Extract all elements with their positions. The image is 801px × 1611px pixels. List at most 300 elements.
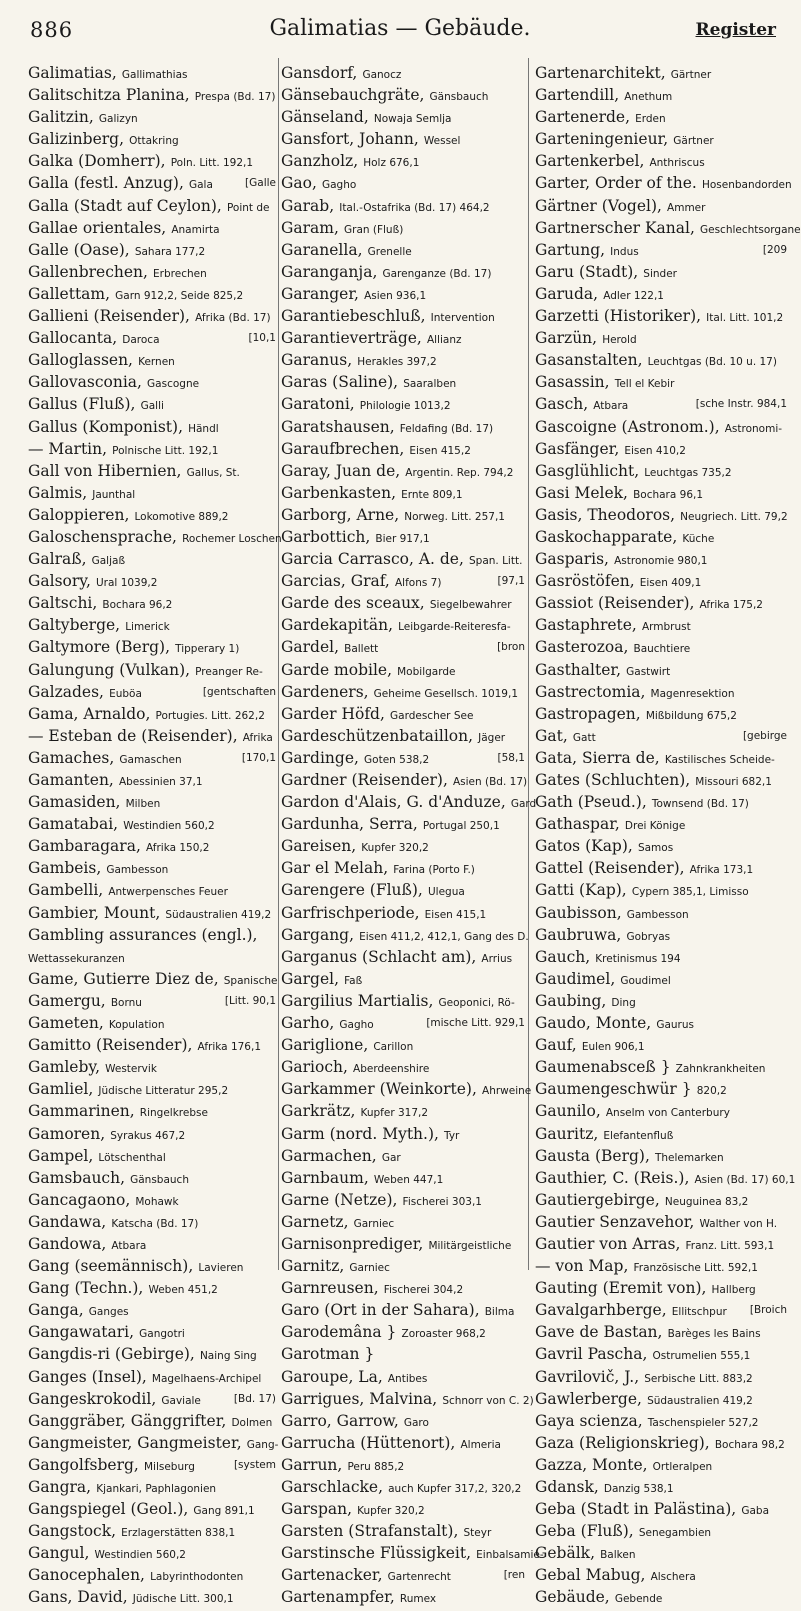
entry-headword: Gdansk, xyxy=(535,1478,599,1496)
index-entry xyxy=(535,349,787,371)
index-entry xyxy=(535,1498,787,1520)
entry-headword: Gauthier, C. (Reis.), xyxy=(535,1168,690,1187)
entry-reference: Westervik xyxy=(105,1063,157,1076)
index-entry xyxy=(535,614,787,636)
entry-reference: Lavieren xyxy=(198,1262,244,1275)
index-entry xyxy=(281,659,525,681)
entry-reference: Asien 936,1 xyxy=(364,289,427,302)
entry-reference: Afrika 175,2 xyxy=(699,599,763,612)
index-entry xyxy=(28,283,276,305)
entry-headword: Gamliel, xyxy=(28,1080,94,1099)
entry-headword: Gallieni (Reisender), xyxy=(28,307,190,326)
continuation-text: [sche Instr. 984,1 xyxy=(695,398,787,411)
continuation-text: [gentschaften xyxy=(202,685,276,698)
index-entry xyxy=(28,349,276,371)
index-entry xyxy=(535,393,787,415)
index-entry xyxy=(28,106,276,128)
index-entry xyxy=(281,902,525,924)
index-entry xyxy=(535,84,787,106)
index-entry xyxy=(28,1454,276,1476)
entry-reference: Afrika 150,2 xyxy=(145,842,210,855)
entry-reference: Argentin. Rep. 794,2 xyxy=(405,466,514,479)
entry-headword: Gardel, xyxy=(281,638,340,657)
index-entry xyxy=(28,570,276,592)
continuation-text: [209 xyxy=(762,243,787,256)
index-entry xyxy=(28,1078,276,1100)
entry-reference: Milben xyxy=(125,798,161,811)
index-entry xyxy=(281,371,525,393)
index-entry xyxy=(535,659,787,681)
register-label: Register xyxy=(695,20,776,40)
index-entry xyxy=(28,305,276,327)
index-entry xyxy=(281,1056,525,1078)
index-entry xyxy=(281,1078,532,1100)
index-entry xyxy=(28,460,276,482)
entry-reference: Prespa (Bd. 17) xyxy=(194,91,276,104)
entry-headword: Galraß, xyxy=(28,550,87,569)
entry-headword: Garo (Ort in der Sahara), xyxy=(281,1301,480,1320)
index-entry xyxy=(281,879,525,901)
entry-headword: Gamoren, xyxy=(28,1124,106,1143)
index-entry xyxy=(281,835,525,857)
index-entry xyxy=(28,592,276,614)
entry-headword: Gärtner (Vogel), xyxy=(535,196,662,215)
index-entry xyxy=(28,924,276,946)
entry-headword: Garho, xyxy=(281,1014,335,1033)
index-entry xyxy=(28,327,276,349)
entry-reference: Franz. Litt. 593,1 xyxy=(685,1239,775,1252)
index-entry xyxy=(28,371,276,393)
entry-headword: Garrun, xyxy=(281,1455,343,1474)
index-entry xyxy=(281,946,525,968)
index-entry xyxy=(28,1167,276,1189)
entry-reference: Kupfer 320,2 xyxy=(361,842,429,855)
entry-headword: Garanganja, xyxy=(281,262,378,281)
entry-reference: Ahrweine xyxy=(482,1085,532,1098)
index-entry xyxy=(281,1498,525,1520)
entry-reference: Französische Litt. 592,1 xyxy=(633,1262,758,1275)
entry-headword: Garde mobile, xyxy=(281,660,393,679)
entry-headword: Gautiergebirge, xyxy=(535,1190,660,1209)
entry-headword: Gallus (Fluß), xyxy=(28,395,136,414)
entry-headword: Ganga, xyxy=(28,1301,84,1320)
entry-headword: Garantiebeschluß, xyxy=(281,307,426,326)
column-divider xyxy=(278,58,279,1270)
entry-headword: Gangeskrokodil, xyxy=(28,1389,157,1408)
entry-reference: Jäger xyxy=(478,731,506,744)
entry-reference: Geheime Gesellsch. 1019,1 xyxy=(373,687,519,700)
index-entry xyxy=(535,1277,787,1299)
entry-reference: Afrika xyxy=(242,731,273,744)
entry-reference: Allianz xyxy=(426,334,462,347)
entry-reference: Ital.-Ostafrika (Bd. 17) 464,2 xyxy=(339,201,490,214)
index-entry xyxy=(535,1586,787,1608)
index-entry xyxy=(28,1211,276,1233)
entry-headword: Gasglühlicht, xyxy=(535,461,640,480)
index-entry xyxy=(281,1520,525,1542)
entry-reference: Gaurus xyxy=(656,1019,694,1032)
index-entry xyxy=(535,482,787,504)
index-entry xyxy=(281,1454,525,1476)
index-entry xyxy=(28,835,276,857)
index-entry xyxy=(535,62,787,84)
index-entry xyxy=(281,1211,525,1233)
continuation-text: [58,1 xyxy=(497,751,525,764)
entry-reference: Philologie 1013,2 xyxy=(359,400,451,413)
entry-headword: Gama, Arnaldo, xyxy=(28,704,151,723)
entry-headword: Gastaphrete, xyxy=(535,616,637,635)
entry-reference: Atbara xyxy=(593,400,629,413)
entry-reference: Tell el Kebir xyxy=(614,378,675,391)
index-entry xyxy=(535,1454,787,1476)
index-entry xyxy=(281,150,525,172)
index-entry xyxy=(28,84,276,106)
continuation-text: [mische Litt. 929,1 xyxy=(426,1017,525,1030)
entry-headword: Gambeis, xyxy=(28,859,102,878)
entry-reference: Kupfer 317,2 xyxy=(360,1107,429,1120)
index-entry xyxy=(281,548,525,570)
entry-headword: Gasi Melek, xyxy=(535,483,628,502)
index-entry xyxy=(28,879,276,901)
entry-reference: Galli xyxy=(140,400,164,413)
entry-headword: Garengere (Fluß), xyxy=(281,881,423,900)
entry-headword: Gastrectomia, xyxy=(535,682,646,701)
entry-headword: Gao, xyxy=(281,174,317,193)
entry-reference: Fischerei 304,2 xyxy=(383,1284,464,1297)
entry-headword: Gasparis, xyxy=(535,550,609,569)
entry-reference: Gänsbauch xyxy=(130,1173,189,1186)
entry-headword: Garcias, Graf, xyxy=(281,572,390,591)
entry-reference: Asien (Bd. 17) xyxy=(452,776,528,788)
entry-reference: Nowaja Semlja xyxy=(373,113,452,126)
index-entry xyxy=(28,1255,276,1277)
entry-headword: Galungung (Vulkan), xyxy=(28,660,191,679)
entry-reference: Labyrinthodonten xyxy=(150,1571,244,1584)
entry-reference: Erden xyxy=(635,113,666,126)
entry-reference: Rochemer Loschen xyxy=(182,532,282,545)
entry-reference: Gobryas xyxy=(626,930,671,943)
entry-headword: Garanus, xyxy=(281,351,353,370)
index-entry xyxy=(28,968,276,990)
index-entry xyxy=(28,1586,276,1608)
entry-headword: Gartung, xyxy=(535,240,606,259)
entry-headword: Gänsebauchgräte, xyxy=(281,86,425,105)
entry-reference: Gran (Fluß) xyxy=(344,223,404,236)
entry-reference: Faß xyxy=(344,974,363,987)
entry-headword: Garam, xyxy=(281,218,339,237)
entry-reference: Tipperary 1) xyxy=(175,643,240,656)
index-entry xyxy=(535,195,787,217)
entry-headword: Gamanten, xyxy=(28,771,114,789)
entry-headword: Garuda, xyxy=(535,284,599,303)
index-entry xyxy=(281,1034,525,1056)
entry-headword: Gallettam, xyxy=(28,284,111,303)
entry-reference: Garniec xyxy=(349,1262,390,1275)
entry-headword: Gaubruwa, xyxy=(535,925,622,944)
entry-reference: Zoroaster 968,2 xyxy=(401,1328,486,1341)
entry-reference: Anselm von Canterbury xyxy=(605,1107,730,1120)
index-entry xyxy=(535,703,787,725)
entry-headword: Gatti (Kap), xyxy=(535,881,627,900)
index-entry xyxy=(28,1056,276,1078)
entry-headword: Galitzin, xyxy=(28,108,94,127)
entry-headword: Gaudo, Monte, xyxy=(535,1014,652,1033)
entry-reference: Lötschenthal xyxy=(98,1151,166,1164)
entry-reference: Sahara 177,2 xyxy=(134,245,206,258)
entry-reference: Naing Sing xyxy=(199,1350,257,1363)
entry-headword: Garbottich, xyxy=(281,527,371,546)
entry-headword: Gangawatari, xyxy=(28,1323,135,1342)
entry-headword: Garatshausen, xyxy=(281,417,395,436)
entry-reference: Händl xyxy=(188,422,219,435)
index-entry xyxy=(28,548,276,570)
index-entry xyxy=(535,1078,787,1100)
entry-headword: Gareisen, xyxy=(281,837,357,856)
entry-reference: Neuguinea 83,2 xyxy=(664,1195,749,1208)
index-entry xyxy=(535,1343,787,1365)
index-entry xyxy=(281,1299,525,1321)
entry-reference: Gebende xyxy=(614,1593,663,1606)
entry-reference: Mißbildung 675,2 xyxy=(645,709,737,722)
index-entry xyxy=(281,1366,525,1388)
entry-headword: Gasassin, xyxy=(535,373,610,392)
index-entry xyxy=(281,217,525,239)
entry-reference: Magenresektion xyxy=(650,687,735,700)
entry-headword: Garspan, xyxy=(281,1500,353,1519)
entry-headword: Gamitto (Reisender), xyxy=(28,1036,193,1055)
entry-headword: Gartenacker, xyxy=(281,1566,383,1585)
entry-headword: Gartenkerbel, xyxy=(535,152,645,171)
entry-headword: Garm (nord. Myth.), xyxy=(281,1124,439,1143)
entry-reference: Leibgarde-Reiteresfa- xyxy=(398,621,511,634)
index-entry xyxy=(281,1542,544,1564)
entry-headword: Gamasiden, xyxy=(28,793,121,812)
index-entry xyxy=(535,261,787,283)
entry-headword: Garodemâna } xyxy=(281,1323,397,1342)
index-entry xyxy=(281,1189,525,1211)
index-entry xyxy=(281,416,525,438)
entry-headword: Gallovasconia, xyxy=(28,373,142,392)
entry-headword: Garnbaum, xyxy=(281,1168,369,1187)
entry-reference: Gar xyxy=(381,1151,401,1164)
entry-reference: Asien (Bd. 17) 60,1 xyxy=(694,1173,796,1186)
entry-reference: Holz 676,1 xyxy=(363,157,420,170)
index-entry xyxy=(535,172,792,194)
entry-reference: Poln. Litt. 192,1 xyxy=(170,157,254,170)
running-title: Galimatias — Gebäude. xyxy=(269,16,531,41)
entry-reference: Goten 538,2 xyxy=(364,753,430,766)
entry-reference: Gagho xyxy=(339,1019,374,1032)
entry-reference: Daroca xyxy=(122,334,160,347)
index-entry xyxy=(535,570,787,592)
entry-headword: Gambelli, xyxy=(28,881,104,900)
entry-headword: Garganus (Schlacht am), xyxy=(281,947,477,966)
index-entry xyxy=(281,1432,525,1454)
index-entry xyxy=(281,614,525,636)
entry-headword: Garzetti (Historiker), xyxy=(535,307,702,326)
entry-headword: Gaubisson, xyxy=(535,903,622,922)
entry-reference: Carillon xyxy=(373,1041,414,1054)
entry-headword: Gammarinen, xyxy=(28,1102,135,1121)
entry-reference: Senegambien xyxy=(638,1527,712,1540)
entry-headword: Garu (Stadt), xyxy=(535,262,639,281)
entry-reference: Norweg. Litt. 257,1 xyxy=(404,510,505,523)
index-entry xyxy=(281,106,525,128)
index-entry xyxy=(535,1145,787,1167)
index-entry xyxy=(535,1056,787,1078)
index-column-2 xyxy=(281,62,544,1607)
entry-headword: Garantieverträge, xyxy=(281,329,422,348)
index-entry xyxy=(535,438,787,460)
entry-reference: Tyr xyxy=(444,1129,460,1142)
index-entry xyxy=(281,283,525,305)
index-entry xyxy=(535,548,787,570)
entry-headword: Gaunilo, xyxy=(535,1102,601,1121)
entry-reference: Abessinien 37,1 xyxy=(118,776,203,788)
entry-reference: Danzig 538,1 xyxy=(603,1483,674,1495)
entry-headword: Garoupe, La, xyxy=(281,1367,383,1386)
index-entry xyxy=(281,327,525,349)
entry-headword: Gasthalter, xyxy=(535,660,622,679)
index-entry xyxy=(281,438,525,460)
index-entry xyxy=(28,1410,276,1432)
entry-reference: Goudimel xyxy=(620,974,671,987)
continuation-text: [gebirge xyxy=(742,729,787,742)
entry-reference: Alfons 7) xyxy=(394,577,442,590)
entry-headword: Garanger, xyxy=(281,284,359,303)
entry-headword: Gaumenabsceß } xyxy=(535,1058,671,1077)
entry-headword: Garkrätz, xyxy=(281,1102,356,1121)
index-entry xyxy=(281,1586,525,1608)
entry-headword: Gangul, xyxy=(28,1544,90,1563)
index-entry xyxy=(535,283,787,305)
entry-headword: Gar el Melah, xyxy=(281,859,389,878)
index-entry xyxy=(535,1366,787,1388)
entry-reference: Hallberg xyxy=(711,1284,756,1297)
index-entry xyxy=(535,1564,787,1586)
index-column-1 xyxy=(28,62,282,1607)
entry-headword: Gans, David, xyxy=(28,1588,128,1607)
entry-headword: Gardner (Reisender), xyxy=(281,771,448,789)
entry-reference: Gang 891,1 xyxy=(193,1505,255,1518)
entry-reference: Bochara 96,2 xyxy=(102,599,173,612)
entry-headword: Garbenkasten, xyxy=(281,483,397,502)
index-entry xyxy=(535,526,787,548)
index-entry xyxy=(535,217,801,239)
entry-headword: Gall von Hibernien, xyxy=(28,461,182,480)
entry-headword: Gardekapitän, xyxy=(281,616,394,635)
index-entry xyxy=(28,438,276,460)
entry-headword: Game, Gutierre Diez de, xyxy=(28,969,219,988)
entry-reference: Militärgeistliche xyxy=(428,1239,512,1252)
entry-headword: Garotman } xyxy=(281,1345,375,1364)
entry-headword: Garborg, Arne, xyxy=(281,505,400,524)
entry-headword: Garanella, xyxy=(281,240,363,259)
index-entry xyxy=(28,217,276,239)
index-entry xyxy=(28,946,276,968)
entry-reference: Drei Könige xyxy=(624,820,686,833)
index-entry xyxy=(28,1189,276,1211)
index-entry xyxy=(28,1145,276,1167)
entry-reference: 820,2 xyxy=(696,1085,727,1098)
index-entry xyxy=(535,371,787,393)
entry-reference: Gatt xyxy=(572,731,596,744)
index-entry xyxy=(28,1123,276,1145)
entry-reference: Afrika 173,1 xyxy=(689,864,754,877)
entry-reference: Elefantenfluß xyxy=(603,1129,674,1142)
entry-reference: Eulen 906,1 xyxy=(581,1041,645,1054)
index-entry xyxy=(535,813,787,835)
entry-reference: Südaustralien 419,2 xyxy=(647,1394,753,1407)
continuation-text: [Bd. 17) xyxy=(233,1392,276,1405)
index-entry xyxy=(281,1476,525,1498)
entry-headword: Gaya scienza, xyxy=(535,1411,643,1430)
entry-headword: Galimatias, xyxy=(28,64,117,82)
entry-headword: Galoschensprache, xyxy=(28,527,177,546)
index-entry xyxy=(28,1498,276,1520)
entry-reference: Barèges les Bains xyxy=(667,1328,761,1341)
index-entry xyxy=(281,1167,525,1189)
entry-reference: Bilma xyxy=(484,1306,515,1319)
index-entry xyxy=(28,1564,276,1586)
entry-headword: Gardeschützenbataillon, xyxy=(281,726,474,745)
index-entry xyxy=(28,239,276,261)
entry-headword: Galle (Oase), xyxy=(28,240,130,259)
entry-reference: Kastilisches Scheide- xyxy=(664,753,775,766)
entry-reference: Ding xyxy=(611,996,636,1009)
entry-headword: Gastropagen, xyxy=(535,704,641,723)
entry-reference: Magelhaens-Archipel xyxy=(151,1372,262,1385)
entry-headword: Gawlerberge, xyxy=(535,1389,642,1408)
index-entry xyxy=(281,128,525,150)
index-entry xyxy=(535,1410,787,1432)
index-entry xyxy=(535,1012,787,1034)
entry-headword: Gauting (Eremit von), xyxy=(535,1279,707,1298)
index-entry xyxy=(281,857,525,879)
entry-headword: Gautier von Arras, xyxy=(535,1234,681,1253)
entry-reference: Grenelle xyxy=(367,245,412,258)
index-entry xyxy=(28,659,276,681)
index-entry xyxy=(28,62,276,84)
index-entry xyxy=(535,835,787,857)
index-entry xyxy=(28,725,276,747)
index-entry xyxy=(281,482,525,504)
entry-headword: Galizinberg, xyxy=(28,130,124,149)
entry-headword: Gebäude, xyxy=(535,1588,610,1607)
index-entry xyxy=(28,857,276,879)
index-entry xyxy=(535,636,787,658)
entry-reference: Milseburg xyxy=(143,1460,195,1473)
index-entry xyxy=(281,1012,525,1034)
entry-reference: Bornu xyxy=(110,996,142,1009)
entry-reference: Ballett xyxy=(344,643,379,656)
continuation-text: [Galle xyxy=(245,177,276,190)
entry-headword: Gargel, xyxy=(281,969,340,988)
index-entry xyxy=(281,924,529,946)
index-entry xyxy=(535,416,787,438)
entry-reference: Spanische xyxy=(223,974,278,987)
entry-headword: Gata, Sierra de, xyxy=(535,748,660,767)
entry-reference: Küche xyxy=(682,532,715,545)
entry-reference: Feldafing (Bd. 17) xyxy=(399,422,494,435)
index-entry xyxy=(535,1299,787,1321)
page-header xyxy=(0,0,800,52)
entry-reference: Eisen 409,1 xyxy=(639,577,702,590)
entry-reference: Ostrumelien 555,1 xyxy=(652,1350,751,1363)
index-entry xyxy=(28,636,276,658)
index-entry xyxy=(28,1476,276,1498)
entry-headword: Gardeners, xyxy=(281,682,369,701)
